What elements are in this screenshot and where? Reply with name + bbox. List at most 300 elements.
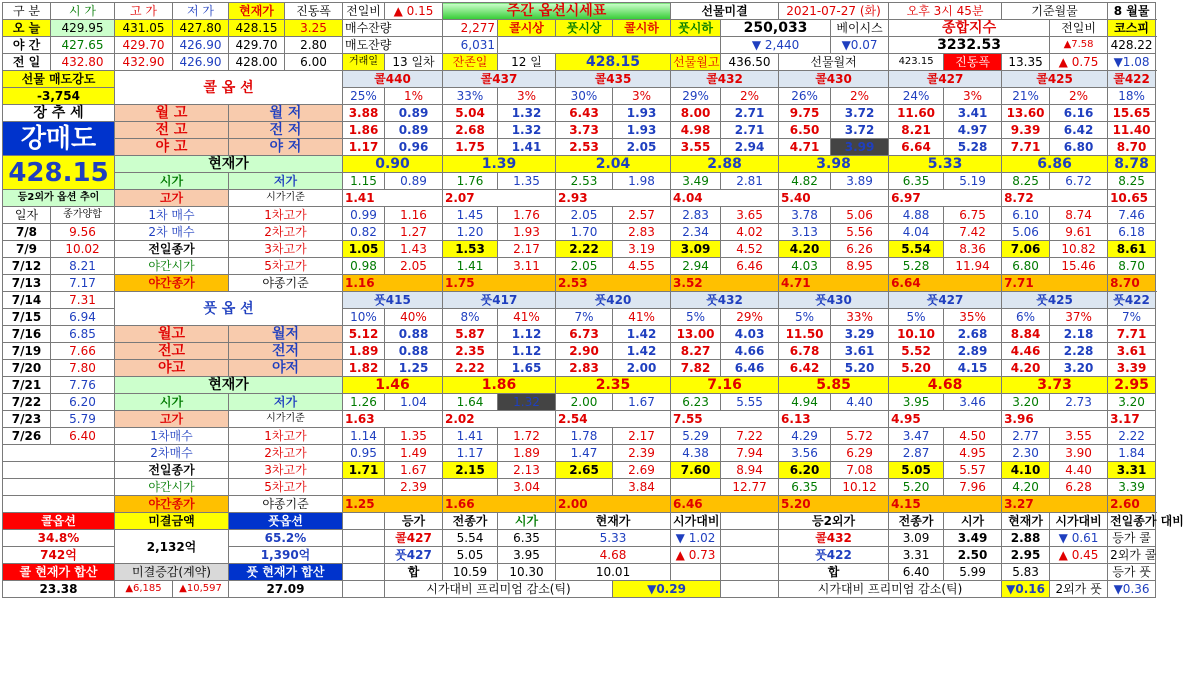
v1: 5.28: [889, 258, 944, 275]
t2-foot2-value: ▼0.36: [1108, 581, 1156, 598]
high-0: 1.63: [343, 411, 443, 428]
val-lo: 0.89: [385, 122, 443, 139]
v2: 7.96: [944, 479, 1002, 496]
no-label: 야간시가: [115, 479, 229, 496]
high-6: 8.72: [1002, 190, 1108, 207]
v1: [443, 479, 498, 496]
v2: 3.65: [721, 207, 779, 224]
pct-a: 26%: [779, 88, 831, 105]
v2: 1.16: [385, 207, 443, 224]
v2: 1.49: [385, 445, 443, 462]
pct-b: 41%: [498, 309, 556, 326]
pct-b: 1%: [385, 88, 443, 105]
open-v: 3.49: [671, 173, 721, 190]
history-date: 7/23: [3, 411, 51, 428]
v2: 7.42: [944, 224, 1002, 241]
v1: 7.06: [1002, 241, 1050, 258]
pct-a: 7%: [1108, 309, 1156, 326]
history-date: 7/12: [3, 258, 51, 275]
v2: 6.75: [944, 207, 1002, 224]
lbl: 1차고가: [229, 428, 343, 445]
high-7: 10.65: [1108, 190, 1156, 207]
prev-cur: 428.00: [229, 54, 285, 71]
time: 오후 3시 45분: [889, 3, 1002, 20]
blank: [721, 530, 779, 547]
t1r0c0: 콜427: [385, 530, 443, 547]
strength-label: 선물 매도강도: [3, 71, 115, 88]
sum-header: 종가양합: [51, 207, 115, 224]
v1: 3.47: [889, 428, 944, 445]
val-hi: 8.84: [1002, 326, 1050, 343]
val-lo: 2.68: [944, 326, 1002, 343]
blank: [1050, 564, 1108, 581]
lbl: 2차고가: [229, 224, 343, 241]
val-hi: 15.65: [1108, 105, 1156, 122]
row-prev: 전 일: [3, 54, 51, 71]
val-hi: 7.82: [671, 360, 721, 377]
v1: 4.20: [1002, 479, 1050, 496]
open-v: 6.23: [671, 394, 721, 411]
val-hi: 6.64: [889, 139, 944, 156]
pct-a: 5%: [779, 309, 831, 326]
unsettled-amount-label: 미결금액: [115, 513, 229, 530]
val-hi: 2.53: [556, 139, 613, 156]
lbl: 전 저: [229, 122, 343, 139]
t2r2c5: 등가 풋: [1108, 564, 1156, 581]
v1: 4.10: [1002, 462, 1050, 479]
val-lo: 6.46: [721, 360, 779, 377]
v1: 1.17: [443, 445, 498, 462]
blank: [3, 496, 115, 513]
t1r2c3: 10.01: [556, 564, 671, 581]
v2: 10.82: [1050, 241, 1108, 258]
v2: 6.26: [831, 241, 889, 258]
history-sum: 9.56: [51, 224, 115, 241]
pct-a: 5%: [889, 309, 944, 326]
v2: 6.29: [831, 445, 889, 462]
call-summary-label: 콜옵션: [3, 513, 115, 530]
open-v: 1.15: [343, 173, 385, 190]
pct-b: 3%: [613, 88, 671, 105]
nc-label: 야간종가: [115, 496, 229, 513]
val-lo: 6.80: [1050, 139, 1108, 156]
row-today: 오 늘: [3, 20, 51, 37]
v2: 6.46: [721, 258, 779, 275]
v2: 10.12: [831, 479, 889, 496]
r5-6: 7.71: [1002, 275, 1108, 292]
v2: 1.43: [385, 241, 443, 258]
call-sum-label: 콜 현재가 합산: [3, 564, 115, 581]
night-open: 427.65: [51, 37, 115, 54]
val-hi: 8.00: [671, 105, 721, 122]
v2: 1.89: [498, 445, 556, 462]
pct-a: 21%: [1002, 88, 1050, 105]
history-date: 7/16: [3, 326, 51, 343]
v2: 2.05: [385, 258, 443, 275]
open-v: 1.26: [343, 394, 385, 411]
t1r2c1: 10.59: [443, 564, 498, 581]
val-lo: 2.00: [613, 360, 671, 377]
t2r1c2: 2.50: [944, 547, 1002, 564]
v1: 2.34: [671, 224, 721, 241]
val-lo: 0.88: [385, 343, 443, 360]
val-lo: 2.71: [721, 122, 779, 139]
val-lo: 2.89: [944, 343, 1002, 360]
t2-h1: 전종가: [889, 513, 944, 530]
val-hi: 6.43: [556, 105, 613, 122]
change-2: ▲10,597: [173, 581, 229, 598]
v1: 4.20: [779, 241, 831, 258]
history-sum: 6.40: [51, 428, 115, 445]
put-sum-label: 풋 현재가 합산: [229, 564, 343, 581]
nb-label: 야종기준: [229, 275, 343, 292]
pct-a: 5%: [671, 309, 721, 326]
v1: 1.78: [556, 428, 613, 445]
v1: 4.88: [889, 207, 944, 224]
option-price-sheet: [2, 2, 1184, 598]
t1-foot-value: ▼0.29: [613, 581, 721, 598]
open-v: 3.95: [889, 394, 944, 411]
lbl: 야고: [115, 360, 229, 377]
t2r0c5: 등가 콜: [1108, 530, 1156, 547]
night-range: 2.80: [285, 37, 343, 54]
current-0: 1.46: [343, 377, 443, 394]
r5-3: 6.46: [671, 496, 779, 513]
v2: 3.19: [613, 241, 671, 258]
current-5: 5.33: [889, 156, 1002, 173]
open-v: 2.53: [556, 173, 613, 190]
t1-h2: 시가: [498, 513, 556, 530]
fut-month-high-label: 선물월고: [671, 54, 721, 71]
vib-label: 진동폭: [944, 54, 1002, 71]
val-hi: 5.87: [443, 326, 498, 343]
center-price: 428.15: [556, 54, 671, 71]
t2-foot: 시가대비 프리미엄 감소(틱): [779, 581, 1002, 598]
val-hi: 5.04: [443, 105, 498, 122]
v2: 15.46: [1050, 258, 1108, 275]
t1r2c2: 10.30: [498, 564, 556, 581]
val-hi: 4.71: [779, 139, 831, 156]
call-amount: 742억: [3, 547, 115, 564]
r5-1: 1.75: [443, 275, 556, 292]
v2: 12.77: [721, 479, 779, 496]
blank: [671, 564, 721, 581]
high-7: 3.17: [1108, 411, 1156, 428]
current-label: 현재가: [115, 377, 343, 394]
t2-h3: 현재가: [1002, 513, 1050, 530]
val-hi: 1.75: [443, 139, 498, 156]
open-label: 시가: [115, 173, 229, 190]
current-7: 8.78: [1108, 156, 1156, 173]
history-date: 7/20: [3, 360, 51, 377]
r5-4: 4.71: [779, 275, 889, 292]
v2: 4.55: [613, 258, 671, 275]
open-v: 6.35: [889, 173, 944, 190]
fut-month-high: 436.50: [721, 54, 779, 71]
fut-month-low-label: 선물월저: [779, 54, 889, 71]
blank: [343, 547, 385, 564]
low-v: 0.89: [385, 173, 443, 190]
blank: [3, 445, 115, 462]
kospi-label: 코스피: [1108, 20, 1156, 37]
today-range: 3.25: [285, 20, 343, 37]
pct-b: 33%: [831, 309, 889, 326]
v1: 2.77: [1002, 428, 1050, 445]
prev-open: 432.80: [51, 54, 115, 71]
high-label: 고가: [115, 411, 229, 428]
current-3: 2.88: [671, 156, 779, 173]
strike-4: 콜430: [779, 71, 889, 88]
call-sum: 23.38: [3, 581, 115, 598]
v1: 6.80: [1002, 258, 1050, 275]
val-lo: 1.25: [385, 360, 443, 377]
v1: 2.15: [443, 462, 498, 479]
t1r0c3: 5.33: [556, 530, 671, 547]
val-lo: 2.71: [721, 105, 779, 122]
pct-b: 2%: [1050, 88, 1108, 105]
lbl: 2차고가: [229, 445, 343, 462]
high-5: 4.95: [889, 411, 1002, 428]
v1: 5.06: [1002, 224, 1050, 241]
history-date: 7/21: [3, 377, 51, 394]
v1: [671, 479, 721, 496]
val-hi: 6.73: [556, 326, 613, 343]
current-1: 1.86: [443, 377, 556, 394]
v1: 7.60: [671, 462, 721, 479]
val-hi: 2.68: [443, 122, 498, 139]
t2r2c3: 5.83: [1002, 564, 1050, 581]
t2r2c2: 5.99: [944, 564, 1002, 581]
val-lo: 1.32: [498, 122, 556, 139]
v1: 4.03: [779, 258, 831, 275]
v1: 2.94: [671, 258, 721, 275]
low-v: 1.67: [613, 394, 671, 411]
low-v: 3.46: [944, 394, 1002, 411]
val-lo: 3.20: [1050, 360, 1108, 377]
pct-b: 41%: [613, 309, 671, 326]
val-hi: 8.21: [889, 122, 944, 139]
val-hi: 6.42: [779, 360, 831, 377]
val-hi: 1.82: [343, 360, 385, 377]
val-lo: 2.94: [721, 139, 779, 156]
v2: 1.93: [498, 224, 556, 241]
r5-2: 2.00: [556, 496, 671, 513]
t2-foot2: 2외가 풋: [1050, 581, 1108, 598]
basis-label: 베이시스: [831, 20, 889, 37]
r5-5: 4.15: [889, 496, 1002, 513]
v1: 6.35: [779, 479, 831, 496]
blank: [343, 530, 385, 547]
low-v: 1.98: [613, 173, 671, 190]
current-4: 5.85: [779, 377, 889, 394]
blank: [721, 513, 779, 530]
t2-h5: 전일종가 대비: [1108, 513, 1156, 530]
today-high: 431.05: [115, 20, 173, 37]
option-title: 풋 옵 션: [115, 292, 343, 326]
v1: 0.82: [343, 224, 385, 241]
low-v: 4.40: [831, 394, 889, 411]
v1: 2.65: [556, 462, 613, 479]
fut-month-low: 423.15: [889, 54, 944, 71]
low-v: 3.89: [831, 173, 889, 190]
t2r0c1: 3.09: [889, 530, 944, 547]
val-hi: 8.27: [671, 343, 721, 360]
strike-5: 콜427: [889, 71, 1002, 88]
high-1: 2.07: [443, 190, 556, 207]
col-gubun: 구 분: [3, 3, 51, 20]
high-6: 3.96: [1002, 411, 1108, 428]
v1: 2.05: [556, 258, 613, 275]
v2: 2.17: [613, 428, 671, 445]
v2: 11.94: [944, 258, 1002, 275]
lbl: 전 고: [115, 122, 229, 139]
month-label: 8 월물: [1108, 3, 1156, 20]
val-hi: 2.83: [556, 360, 613, 377]
r5-7: 2.60: [1108, 496, 1156, 513]
t1r1c4: ▲ 0.73: [671, 547, 721, 564]
strength-value: -3,754: [3, 88, 115, 105]
history-date: 7/22: [3, 394, 51, 411]
history-date: 7/13: [3, 275, 51, 292]
v2: 3.04: [498, 479, 556, 496]
sheet-title: 주간 옵션시세표: [443, 3, 671, 20]
s3-label: 3차고가: [229, 462, 343, 479]
lbl: 야저: [229, 360, 343, 377]
call-pct: 34.8%: [3, 530, 115, 547]
v1: 8.70: [1108, 258, 1156, 275]
val-lo: 4.03: [721, 326, 779, 343]
val-hi: 10.10: [889, 326, 944, 343]
v1: 4.38: [671, 445, 721, 462]
pc-label: 전일종가: [115, 462, 229, 479]
kosdaq-change: ▼1.08: [1108, 54, 1156, 71]
current-label: 현재가: [115, 156, 343, 173]
open-v: 1.64: [443, 394, 498, 411]
val-lo: 1.93: [613, 122, 671, 139]
base-month-label: 기준월물: [1002, 3, 1108, 20]
v2: 3.84: [613, 479, 671, 496]
history-sum: 6.20: [51, 394, 115, 411]
pct-a: 25%: [343, 88, 385, 105]
open-v: 2.00: [556, 394, 613, 411]
v1: 2.05: [556, 207, 613, 224]
strike-3: 풋432: [671, 292, 779, 309]
val-hi: 2.35: [443, 343, 498, 360]
ask-qty-label: 매도잔량: [343, 37, 443, 54]
lbl: 야 고: [115, 139, 229, 156]
low-label: 저가: [229, 173, 343, 190]
t2r1c5: 2외가 콜: [1108, 547, 1156, 564]
val-hi: 7.71: [1002, 139, 1050, 156]
kospi-change: ▲ 0.75: [1050, 54, 1108, 71]
val-hi: 9.39: [1002, 122, 1050, 139]
t2r0c3: 2.88: [1002, 530, 1050, 547]
history-sum: 7.31: [51, 292, 115, 309]
r5-5: 6.64: [889, 275, 1002, 292]
v2: 5.57: [944, 462, 1002, 479]
v2: 2.17: [498, 241, 556, 258]
high-4: 5.40: [779, 190, 889, 207]
v1: 1.05: [343, 241, 385, 258]
high-1: 2.02: [443, 411, 556, 428]
v2: 9.61: [1050, 224, 1108, 241]
t1-h0: 등가: [385, 513, 443, 530]
pct-b: 29%: [721, 309, 779, 326]
t1r0c2: 6.35: [498, 530, 556, 547]
today-cur: 428.15: [229, 20, 285, 37]
val-lo: 1.42: [613, 343, 671, 360]
trend-value: 강매도: [3, 122, 115, 156]
r5-6: 3.27: [1002, 496, 1108, 513]
strike-6: 풋425: [1002, 292, 1108, 309]
high-5: 6.97: [889, 190, 1002, 207]
t1-foot: 시가대비 프리미엄 감소(틱): [385, 581, 613, 598]
v2: 8.36: [944, 241, 1002, 258]
val-hi: 1.86: [343, 122, 385, 139]
val-hi: 2.90: [556, 343, 613, 360]
unsettled-value: 250,033: [721, 20, 831, 37]
v1: 2.22: [1108, 428, 1156, 445]
lbl: 전저: [229, 343, 343, 360]
high-label: 고가: [115, 190, 229, 207]
date: 2021-07-27 (화): [779, 3, 889, 20]
t2r2c0: 합: [779, 564, 889, 581]
blank: [343, 564, 385, 581]
history-sum: 8.21: [51, 258, 115, 275]
v2: 4.50: [944, 428, 1002, 445]
current-7: 2.95: [1108, 377, 1156, 394]
val-lo: 3.41: [944, 105, 1002, 122]
lbl: 월고: [115, 326, 229, 343]
v1: 4.04: [889, 224, 944, 241]
val-lo: 0.89: [385, 105, 443, 122]
put-summary-label: 풋옵션: [229, 513, 343, 530]
v1: 7.46: [1108, 207, 1156, 224]
nc-label: 야간종가: [115, 275, 229, 292]
v2: 7.22: [721, 428, 779, 445]
t1r0c1: 5.54: [443, 530, 498, 547]
current-0: 0.90: [343, 156, 443, 173]
open-v: 1.76: [443, 173, 498, 190]
pct-a: 24%: [889, 88, 944, 105]
v1: 5.05: [889, 462, 944, 479]
prev-diff-value: ▲ 0.15: [385, 3, 443, 20]
val-lo: 3.61: [831, 343, 889, 360]
v1: 1.41: [443, 428, 498, 445]
row-night: 야 간: [3, 37, 51, 54]
strike-0: 콜440: [343, 71, 443, 88]
strike-4: 풋430: [779, 292, 889, 309]
val-lo: 1.41: [498, 139, 556, 156]
v2: 1.27: [385, 224, 443, 241]
val-hi: 4.98: [671, 122, 721, 139]
low-v: 5.19: [944, 173, 1002, 190]
unsettled-amount: 2,132억: [115, 530, 229, 564]
r5-4: 5.20: [779, 496, 889, 513]
v1: 8.61: [1108, 241, 1156, 258]
v1: 1.70: [556, 224, 613, 241]
t2r0c4: ▼ 0.61: [1050, 530, 1108, 547]
strike-5: 풋427: [889, 292, 1002, 309]
prev-high: 432.90: [115, 54, 173, 71]
v2: 7.08: [831, 462, 889, 479]
lbl: 월 저: [229, 105, 343, 122]
low-v: 1.35: [498, 173, 556, 190]
strike-2: 콜435: [556, 71, 671, 88]
col-high: 고 가: [115, 3, 173, 20]
trade-day-value: 13 일차: [385, 54, 443, 71]
strike-1: 풋417: [443, 292, 556, 309]
